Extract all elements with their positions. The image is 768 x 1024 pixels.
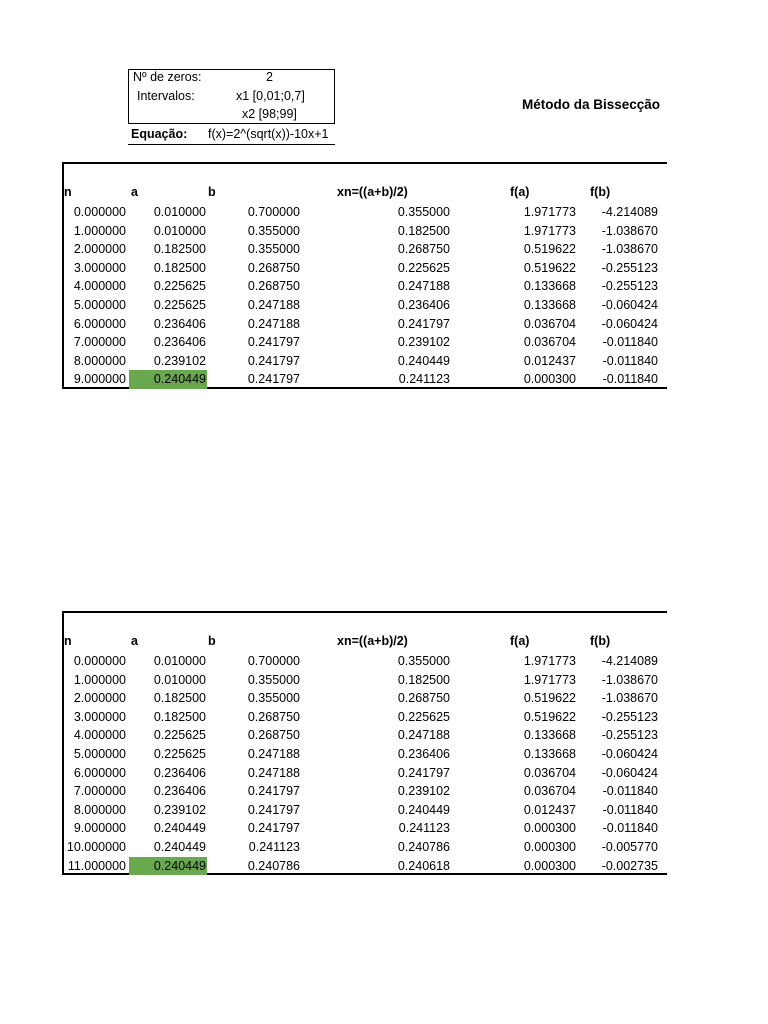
cell-fb: -4.214089 (601, 654, 658, 668)
cell-a: 0.236406 (153, 765, 206, 780)
cell-b: 0.355000 (247, 672, 300, 687)
cell-fb: -0.060424 (601, 297, 658, 312)
table-row (64, 689, 667, 708)
cell-fb: -0.255123 (601, 279, 658, 294)
cell-n: 10.000000 (66, 839, 126, 854)
cell-a: 0.236406 (153, 784, 206, 799)
cell-xn: 0.268750 (397, 242, 450, 257)
cell-xn: 0.239102 (397, 784, 450, 799)
cell-fb: -0.011840 (602, 335, 658, 350)
zeros-label: Nº de zeros: (133, 70, 202, 84)
cell-xn: 0.240618 (397, 858, 450, 873)
page-title: Método da Bissecção (522, 97, 661, 112)
cell-xn: 0.225625 (397, 260, 450, 275)
cell-a: 0.240449 (153, 858, 206, 873)
cell-xn: 0.268750 (397, 691, 450, 706)
cell-n: 11.000000 (67, 858, 126, 873)
cell-n: 4.000000 (73, 279, 126, 294)
cell-a: 0.239102 (153, 353, 206, 368)
cell-fb: -0.255123 (601, 709, 658, 724)
cell-xn: 0.240786 (397, 839, 450, 854)
cell-n: 3.000000 (73, 260, 126, 275)
interval-x2: x2 [98;99] (242, 107, 297, 121)
cell-b: 0.241797 (247, 802, 300, 817)
cell-a: 0.010000 (153, 654, 206, 668)
cell-n: 4.000000 (73, 728, 126, 743)
table-row (64, 782, 667, 801)
cell-n: 8.000000 (73, 802, 126, 817)
cell-fa: 0.519622 (523, 691, 576, 706)
cell-fa: 0.036704 (523, 335, 576, 350)
cell-b: 0.247188 (247, 316, 300, 331)
cell-b: 0.700000 (247, 205, 300, 219)
cell-b: 0.355000 (247, 223, 300, 238)
table-row (64, 240, 667, 259)
table-row (64, 259, 667, 278)
cell-fa: 0.036704 (523, 316, 576, 331)
cell-fb: -0.011840 (602, 821, 658, 836)
cell-xn: 0.241797 (397, 316, 450, 331)
cell-fa: 1.971773 (523, 654, 576, 668)
cell-xn: 0.236406 (397, 746, 450, 761)
cell-fb: -0.060424 (601, 765, 658, 780)
table-row (64, 370, 667, 389)
cell-fb: -0.255123 (601, 728, 658, 743)
cell-fa: 0.000300 (523, 821, 576, 836)
table-row (64, 652, 667, 671)
cell-b: 0.247188 (247, 297, 300, 312)
table-row (64, 203, 667, 222)
cell-b: 0.241797 (247, 335, 300, 350)
cell-n: 2.000000 (73, 691, 126, 706)
cell-fb: -0.011840 (602, 784, 658, 799)
cell-n: 9.000000 (73, 372, 126, 387)
cell-a: 0.225625 (153, 728, 206, 743)
cell-fa: 0.012437 (523, 353, 576, 368)
table-body (64, 652, 667, 875)
cell-fb: -0.011840 (602, 802, 658, 817)
cell-fb: -1.038670 (601, 672, 658, 687)
table-body (64, 203, 667, 389)
col-header-xn: xn=((a+b)/2) (337, 185, 408, 199)
cell-fb: -1.038670 (601, 691, 658, 706)
table-row (64, 222, 667, 241)
cell-n: 6.000000 (73, 316, 126, 331)
cell-xn: 0.182500 (397, 223, 450, 238)
table-row (64, 764, 667, 783)
cell-fa: 0.000300 (523, 858, 576, 873)
col-header-a: a (131, 185, 138, 199)
cell-fa: 0.036704 (523, 765, 576, 780)
cell-b: 0.240786 (247, 858, 300, 873)
cell-b: 0.241797 (247, 821, 300, 836)
cell-b: 0.241123 (248, 839, 300, 854)
cell-fa: 0.133668 (523, 297, 576, 312)
cell-fa: 0.519622 (523, 709, 576, 724)
cell-fa: 0.133668 (523, 279, 576, 294)
cell-b: 0.241797 (247, 372, 300, 387)
cell-n: 1.000000 (73, 223, 126, 238)
cell-fa: 0.133668 (523, 728, 576, 743)
table-header (64, 185, 667, 203)
cell-b: 0.268750 (247, 709, 300, 724)
cell-a: 0.010000 (153, 205, 206, 219)
table-row (64, 838, 667, 857)
cell-a: 0.240449 (153, 372, 206, 387)
equation-underline (128, 144, 335, 145)
table-row (64, 671, 667, 690)
cell-n: 0.000000 (73, 205, 126, 219)
cell-fa: 0.036704 (523, 784, 576, 799)
table-row (64, 277, 667, 296)
cell-xn: 0.241123 (398, 372, 450, 387)
table-row (64, 819, 667, 838)
cell-fb: -0.005770 (601, 839, 658, 854)
cell-xn: 0.239102 (397, 335, 450, 350)
table-row (64, 352, 667, 371)
cell-fb: -0.002735 (601, 858, 658, 873)
cell-fa: 0.012437 (523, 802, 576, 817)
cell-fa: 1.971773 (523, 223, 576, 238)
cell-n: 7.000000 (73, 784, 126, 799)
cell-a: 0.239102 (153, 802, 206, 817)
cell-n: 6.000000 (73, 765, 126, 780)
cell-a: 0.236406 (153, 335, 206, 350)
cell-n: 5.000000 (73, 746, 126, 761)
cell-fa: 0.519622 (523, 242, 576, 257)
cell-a: 0.182500 (153, 242, 206, 257)
table-row (64, 801, 667, 820)
cell-fb: -1.038670 (601, 223, 658, 238)
cell-fb: -4.214089 (601, 205, 658, 219)
cell-a: 0.236406 (153, 316, 206, 331)
col-header-fb: f(b) (590, 634, 611, 648)
table-header (64, 634, 667, 652)
cell-fa: 0.000300 (523, 839, 576, 854)
cell-n: 0.000000 (73, 654, 126, 668)
cell-a: 0.225625 (153, 746, 206, 761)
table-row (64, 333, 667, 352)
table-row (64, 857, 667, 876)
zeros-value: 2 (266, 70, 273, 84)
cell-xn: 0.240449 (397, 802, 450, 817)
cell-fb: -0.255123 (601, 260, 658, 275)
cell-n: 1.000000 (73, 672, 126, 687)
table-row (64, 708, 667, 727)
cell-xn: 0.241797 (397, 765, 450, 780)
cell-fb: -0.060424 (601, 316, 658, 331)
cell-b: 0.268750 (247, 728, 300, 743)
cell-fb: -1.038670 (601, 242, 658, 257)
cell-a: 0.182500 (153, 709, 206, 724)
col-header-a: a (131, 634, 138, 648)
cell-xn: 0.355000 (397, 654, 450, 668)
cell-b: 0.241797 (247, 784, 300, 799)
equation-value: f(x)=2^(sqrt(x))-10x+1 (208, 127, 329, 141)
cell-a: 0.240449 (153, 839, 206, 854)
equation-label: Equação: (131, 127, 188, 141)
cell-b: 0.241797 (247, 353, 300, 368)
table-row (64, 296, 667, 315)
cell-xn: 0.236406 (397, 297, 450, 312)
cell-b: 0.268750 (247, 260, 300, 275)
cell-b: 0.247188 (247, 765, 300, 780)
col-header-n: n (64, 634, 72, 648)
intervals-label: Intervalos: (137, 89, 195, 103)
col-header-n: n (64, 185, 72, 199)
cell-n: 3.000000 (73, 709, 126, 724)
cell-fb: -0.011840 (602, 372, 658, 387)
cell-b: 0.247188 (247, 746, 300, 761)
cell-a: 0.225625 (153, 279, 206, 294)
cell-a: 0.182500 (153, 691, 206, 706)
cell-n: 9.000000 (73, 821, 126, 836)
col-header-fb: f(b) (590, 185, 611, 199)
cell-b: 0.355000 (247, 242, 300, 257)
cell-xn: 0.355000 (397, 205, 450, 219)
bisection-table-1 (62, 162, 667, 389)
cell-fb: -0.060424 (601, 746, 658, 761)
cell-n: 7.000000 (73, 335, 126, 350)
cell-a: 0.010000 (153, 223, 206, 238)
cell-a: 0.225625 (153, 297, 206, 312)
cell-xn: 0.225625 (397, 709, 450, 724)
cell-b: 0.268750 (247, 279, 300, 294)
cell-b: 0.355000 (247, 691, 300, 706)
cell-fa: 0.133668 (523, 746, 576, 761)
cell-xn: 0.182500 (397, 672, 450, 687)
cell-a: 0.010000 (153, 672, 206, 687)
cell-n: 2.000000 (73, 242, 126, 257)
col-header-xn: xn=((a+b)/2) (337, 634, 408, 648)
col-header-b: b (208, 634, 216, 648)
cell-n: 5.000000 (73, 297, 126, 312)
cell-a: 0.240449 (153, 821, 206, 836)
table-row (64, 315, 667, 334)
cell-b: 0.700000 (247, 654, 300, 668)
cell-fb: -0.011840 (602, 353, 658, 368)
cell-xn: 0.247188 (397, 279, 450, 294)
cell-xn: 0.240449 (397, 353, 450, 368)
cell-fa: 0.519622 (523, 260, 576, 275)
table-row (64, 726, 667, 745)
cell-a: 0.182500 (153, 260, 206, 275)
cell-fa: 1.971773 (523, 672, 576, 687)
col-header-fa: f(a) (510, 634, 530, 648)
bisection-table-2 (62, 611, 667, 875)
cell-n: 8.000000 (73, 353, 126, 368)
cell-fa: 1.971773 (523, 205, 576, 219)
cell-fa: 0.000300 (523, 372, 576, 387)
col-header-b: b (208, 185, 216, 199)
cell-xn: 0.241123 (398, 821, 450, 836)
table-row (64, 745, 667, 764)
interval-x1: x1 [0,01;0,7] (236, 89, 305, 103)
cell-xn: 0.247188 (397, 728, 450, 743)
col-header-fa: f(a) (510, 185, 530, 199)
